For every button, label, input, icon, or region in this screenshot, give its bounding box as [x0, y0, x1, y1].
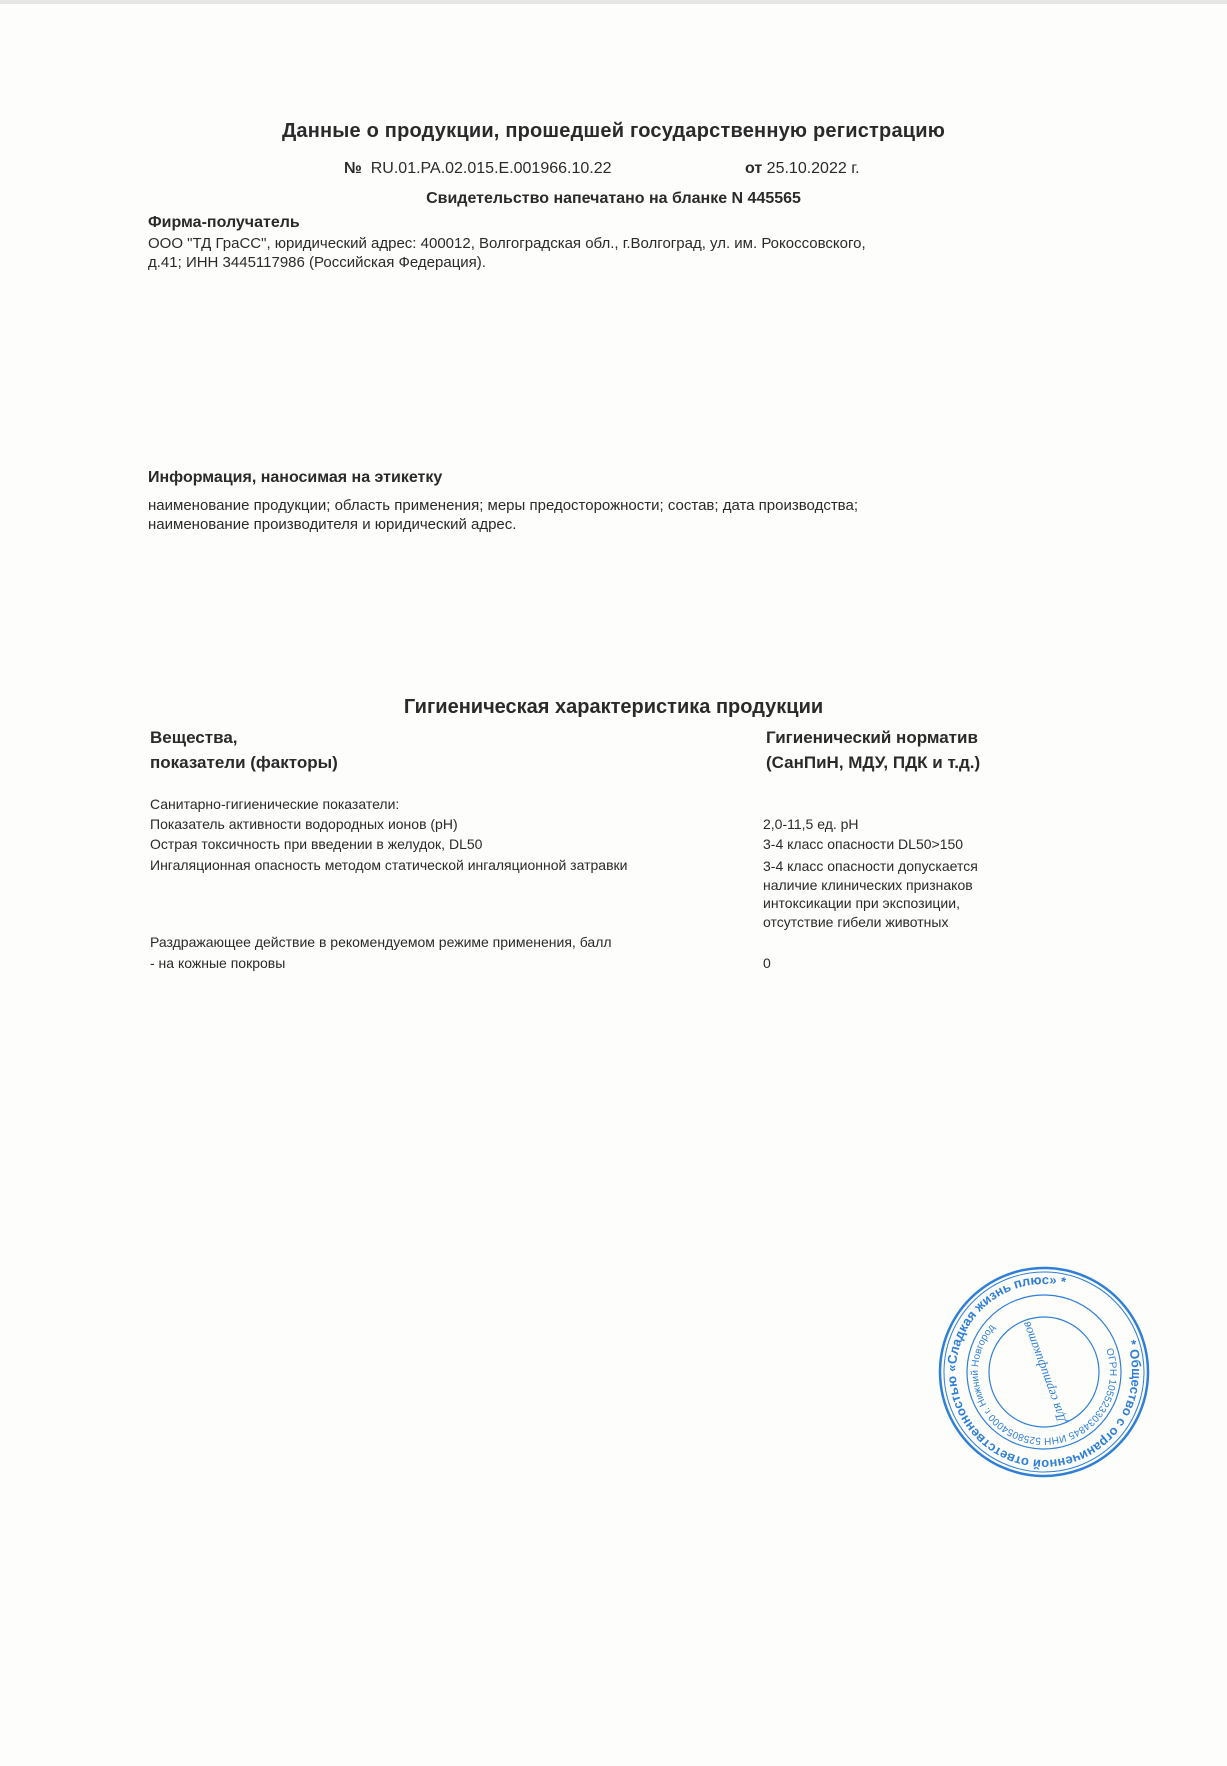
recipient-line: д.41; ИНН 3445117986 (Российская Федерация). — [148, 254, 486, 271]
norm-toxicity: 3-4 класс опасности DL50>150 — [763, 836, 964, 852]
recipient-line: ООО "ТД ГраСС", юридический адрес: 400012, Волгоградская обл., г.Волгоград, ул. им. Рокоссовского, — [148, 235, 866, 252]
date-value: 25.10.2022 г. — [766, 160, 860, 177]
column-header-norm — [766, 725, 980, 775]
company-stamp — [936, 1264, 1152, 1480]
factor-ph: Показатель активности водородных ионов (pH) — [150, 816, 458, 832]
number-label: № — [344, 160, 362, 177]
factor-toxicity: Острая токсичность при введении в желудок, DL50 — [150, 836, 483, 852]
number-value: RU.01.PA.02.015.E.001966.10.22 — [370, 160, 612, 177]
irritation-label: Раздражающее действие в рекомендуемом режиме применения, балл — [150, 934, 612, 950]
header-line: Вещества, — [150, 728, 238, 747]
stamp-inner-text: ОГРН 1055233034845 ИНН 5258054000 г. Нижний Новгород — [969, 1322, 1119, 1447]
stamp-center-text: Для сертификатов — [1018, 1319, 1069, 1425]
date-label: от — [745, 160, 763, 177]
header-line: показатели (факторы) — [150, 753, 338, 772]
norm-ph: 2,0-11,5 ед. pH — [763, 816, 859, 832]
blank-note: Свидетельство напечатано на бланке N 445565 — [426, 190, 801, 207]
header-line: Гигиенический норматив — [766, 728, 978, 747]
registration-number — [344, 160, 612, 178]
recipient-label: Фирма-получатель — [148, 214, 300, 231]
label-info-label: Информация, наносимая на этикетку — [148, 469, 443, 486]
label-info-line: наименование продукции; область применения; меры предосторожности; состав; дата производства; — [148, 497, 858, 514]
factor-skin: - на кожные покровы — [150, 955, 286, 971]
label-info-line: наименование производителя и юридический адрес. — [148, 516, 517, 533]
factor-inhalation: Ингаляционная опасность методом статической ингаляционной затравки — [150, 857, 628, 873]
registration-date — [745, 160, 860, 178]
header-line: (СанПиН, МДУ, ПДК и т.д.) — [766, 753, 981, 772]
norm-line: 3-4 класс опасности допускается — [763, 858, 978, 874]
norm-line: интоксикации при экспозиции, — [763, 895, 960, 911]
hygiene-title: Гигиеническая характеристика продукции — [403, 696, 824, 718]
document-title: Данные о продукции, прошедшей государственную регистрацию — [281, 120, 946, 142]
norm-line: наличие клинических признаков — [763, 876, 973, 893]
column-header-factors — [150, 725, 338, 775]
norm-inhalation — [763, 857, 978, 931]
stamp-outer-text: * Общество с ограниченной ответственностью «Сладкая жизнь плюс» * — [943, 1271, 1145, 1473]
scan-edge — [0, 0, 1227, 4]
group-label: Санитарно-гигиенические показатели: — [150, 796, 400, 812]
norm-skin: 0 — [763, 955, 771, 971]
norm-line: отсутствие гибели животных — [763, 913, 949, 930]
